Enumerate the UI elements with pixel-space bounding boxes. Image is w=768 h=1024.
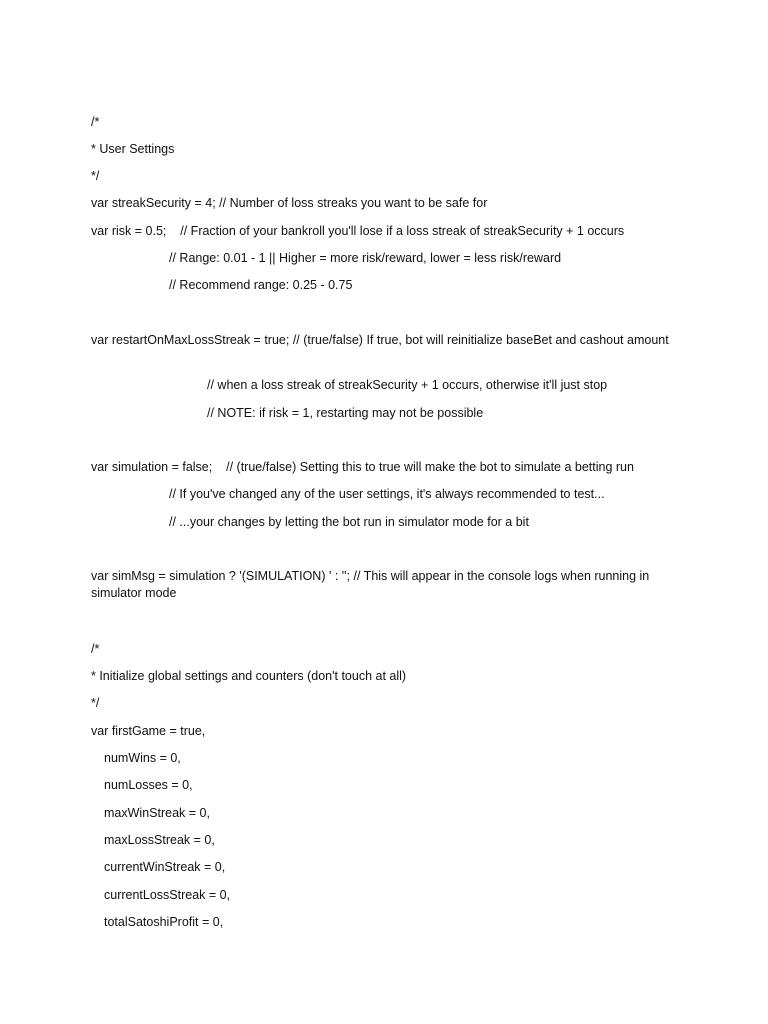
comment-line-simulator-mode: // ...your changes by letting the bot run in simulator mode for a bit xyxy=(169,515,529,529)
comment-line-note-risk: // NOTE: if risk = 1, restarting may not be possible xyxy=(207,406,484,420)
comment-line-loss-streak: // when a loss streak of streakSecurity + 1 occurs, otherwise it'll just stop xyxy=(207,378,608,392)
code-line-streak-security: var streakSecurity = 4; // Number of loss streaks you want to be safe for xyxy=(91,196,488,210)
code-line-total-satoshi-profit: totalSatoshiProfit = 0, xyxy=(104,915,224,929)
comment-close-2: */ xyxy=(91,696,100,710)
comment-close: */ xyxy=(91,169,100,183)
code-line-current-win-streak: currentWinStreak = 0, xyxy=(104,860,226,874)
code-line-max-win-streak: maxWinStreak = 0, xyxy=(104,806,210,820)
code-line-current-loss-streak: currentLossStreak = 0, xyxy=(104,888,231,902)
code-line-sim-msg: var simMsg = simulation ? '(SIMULATION) ' : ''; // This will appear in the console logs when running in simulator mode xyxy=(91,569,650,600)
code-line-restart-on-max-loss: var restartOnMaxLossStreak = true; // (true/false) If true, bot will reinitialize baseBet and cashout amount xyxy=(91,333,669,347)
comment-line-recommend-range: // Recommend range: 0.25 - 0.75 xyxy=(169,278,353,292)
comment-open: /* xyxy=(91,115,100,129)
code-line-num-losses: numLosses = 0, xyxy=(104,778,193,792)
code-line-simulation: var simulation = false; // (true/false) Setting this to true will make the bot to simulate a betting run xyxy=(91,460,634,474)
code-line-risk: var risk = 0.5; // Fraction of your bankroll you'll lose if a loss streak of streakSecurity + 1 occurs xyxy=(91,224,625,238)
section-heading-initialize: * Initialize global settings and counters (don't touch at all) xyxy=(91,669,407,683)
section-heading-user-settings: * User Settings xyxy=(91,142,175,156)
comment-line-changed-settings: // If you've changed any of the user settings, it's always recommended to test... xyxy=(169,487,605,501)
code-line-max-loss-streak: maxLossStreak = 0, xyxy=(104,833,215,847)
code-line-num-wins: numWins = 0, xyxy=(104,751,181,765)
code-line-first-game: var firstGame = true, xyxy=(91,724,206,738)
comment-open-2: /* xyxy=(91,642,100,656)
comment-line-range: // Range: 0.01 - 1 || Higher = more risk/reward, lower = less risk/reward xyxy=(169,251,562,265)
